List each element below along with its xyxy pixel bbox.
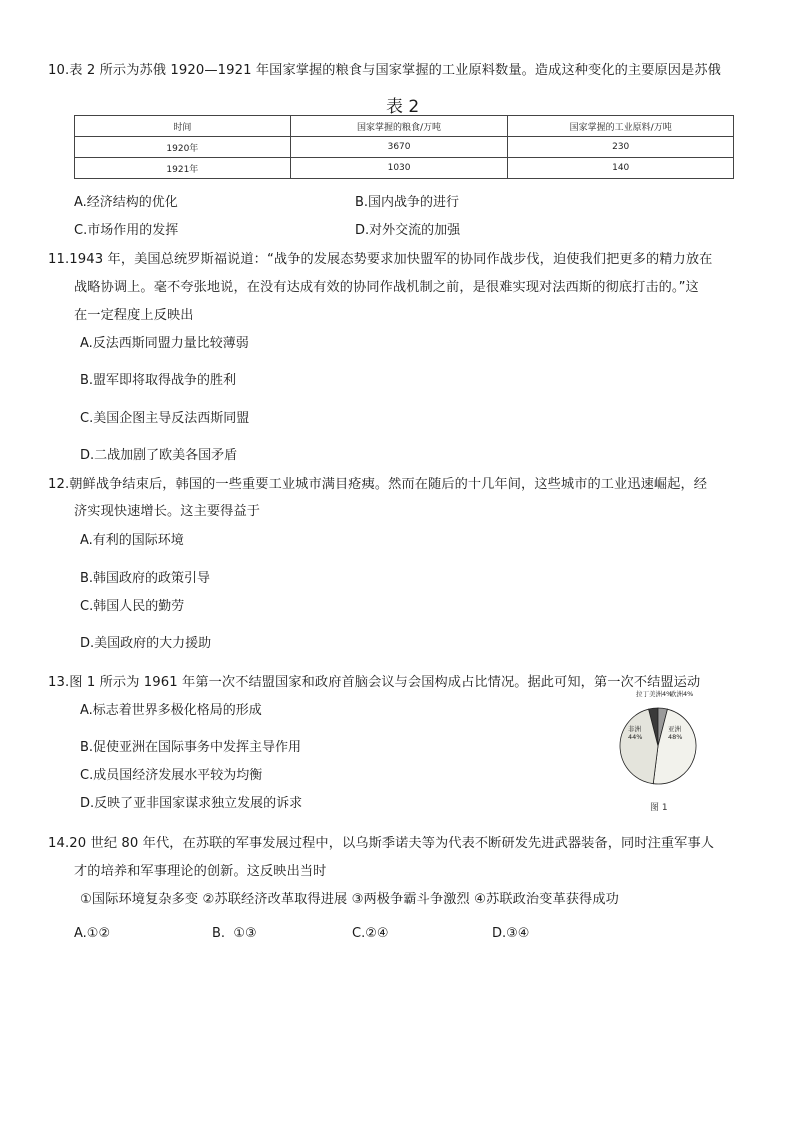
table-header-row [75,116,734,137]
q12-option-b[interactable]: B.韩国政府的政策引导 [80,571,211,586]
q11-option-a[interactable]: A.反法西斯同盟力量比较薄弱 [80,336,249,351]
q14-option-d[interactable]: D.③④ [492,926,530,941]
q11-stem-line2: 战略协调上。毫不夸张地说，在没有达成有效的协同作战机制之前，是很难实现对法西斯的彻底打击的。”这 [74,280,699,295]
q13-option-d[interactable]: D.反映了亚非国家谋求独立发展的诉求 [80,796,303,811]
data-table [74,115,734,179]
q13-stem: 13.图 1 所示为 1961 年第一次不结盟国家和政府首脑会议与会国构成占比情况。据此可知，第一次不结盟运动 [48,675,701,690]
pie-label-africa: 非洲 44% [628,725,643,741]
pie-label-asia: 亚洲 48% [668,725,683,741]
q10-stem: 10.表 2 所示为苏俄 1920—1921 年国家掌握的粮食与国家掌握的工业原料数量。造成这种变化的主要原因是苏俄 [48,63,721,78]
table-header-cell: 国家掌握的工业原料/万吨 [508,116,734,137]
q11-option-b[interactable]: B.盟军即将取得战争的胜利 [80,373,237,388]
table-header-cell: 国家掌握的粮食/万吨 [290,116,508,137]
q11-option-d[interactable]: D.二战加剧了欧美各国矛盾 [80,448,238,463]
table-cell: 1030 [290,158,508,179]
pie-label-latam: 拉丁美洲4% [636,690,673,698]
pie-slices [620,708,696,784]
q10-option-b[interactable]: B.国内战争的进行 [355,195,460,210]
table-caption: 表 2 [386,97,420,117]
table-row [75,158,734,179]
q13-option-a[interactable]: A.标志着世界多极化格局的形成 [80,703,262,718]
table-cell: 140 [508,158,734,179]
q14-stem-line1: 14.20 世纪 80 年代，在苏联的军事发展过程中，以乌斯季诺夫等为代表不断研发先进武器装备，同时注重军事人 [48,836,715,851]
q14-statements: ①国际环境复杂多变 ②苏联经济改革取得进展 ③两极争霸斗争激烈 ④苏联政治变革获得成功 [80,892,619,907]
q10-option-a[interactable]: A.经济结构的优化 [74,195,178,210]
table-row [75,137,734,158]
figure-caption: 图 1 [650,803,668,813]
q11-stem-line3: 在一定程度上反映出 [74,308,194,323]
q12-option-c[interactable]: C.韩国人民的勤劳 [80,599,185,614]
q10-option-c[interactable]: C.市场作用的发挥 [74,223,179,238]
q14-stem-line2: 才的培养和军事理论的创新。这反映出当时 [74,864,327,879]
q10-option-d[interactable]: D.对外交流的加强 [355,223,461,238]
q13-option-b[interactable]: B.促使亚洲在国际事务中发挥主导作用 [80,740,302,755]
q12-option-a[interactable]: A.有利的国际环境 [80,533,184,548]
table-cell: 3670 [290,137,508,158]
q11-stem-line1: 11.1943 年，美国总统罗斯福说道：“战争的发展态势要求加快盟军的协同作战步伐，迫使我们把更多的精力放在 [48,252,713,267]
q12-option-d[interactable]: D.美国政府的大力援助 [80,636,212,651]
q14-option-a[interactable]: A.①② [74,926,111,941]
q14-option-b[interactable]: B. ①③ [212,926,257,941]
q12-stem-line1: 12.朝鲜战争结束后，韩国的一些重要工业城市满目疮痍。然而在随后的十几年间，这些城市的工业迅速崛起，经 [48,477,708,492]
pie-label-europe: 欧洲4% [670,690,694,698]
pie-chart-figure [608,688,708,788]
table-cell: 1920年 [75,137,291,158]
table-cell: 1921年 [75,158,291,179]
table-cell: 230 [508,137,734,158]
table-header-cell: 时间 [75,116,291,137]
q13-option-c[interactable]: C.成员国经济发展水平较为均衡 [80,768,263,783]
q11-option-c[interactable]: C.美国企图主导反法西斯同盟 [80,411,250,426]
q14-option-c[interactable]: C.②④ [352,926,389,941]
q12-stem-line2: 济实现快速增长。这主要得益于 [74,504,261,519]
